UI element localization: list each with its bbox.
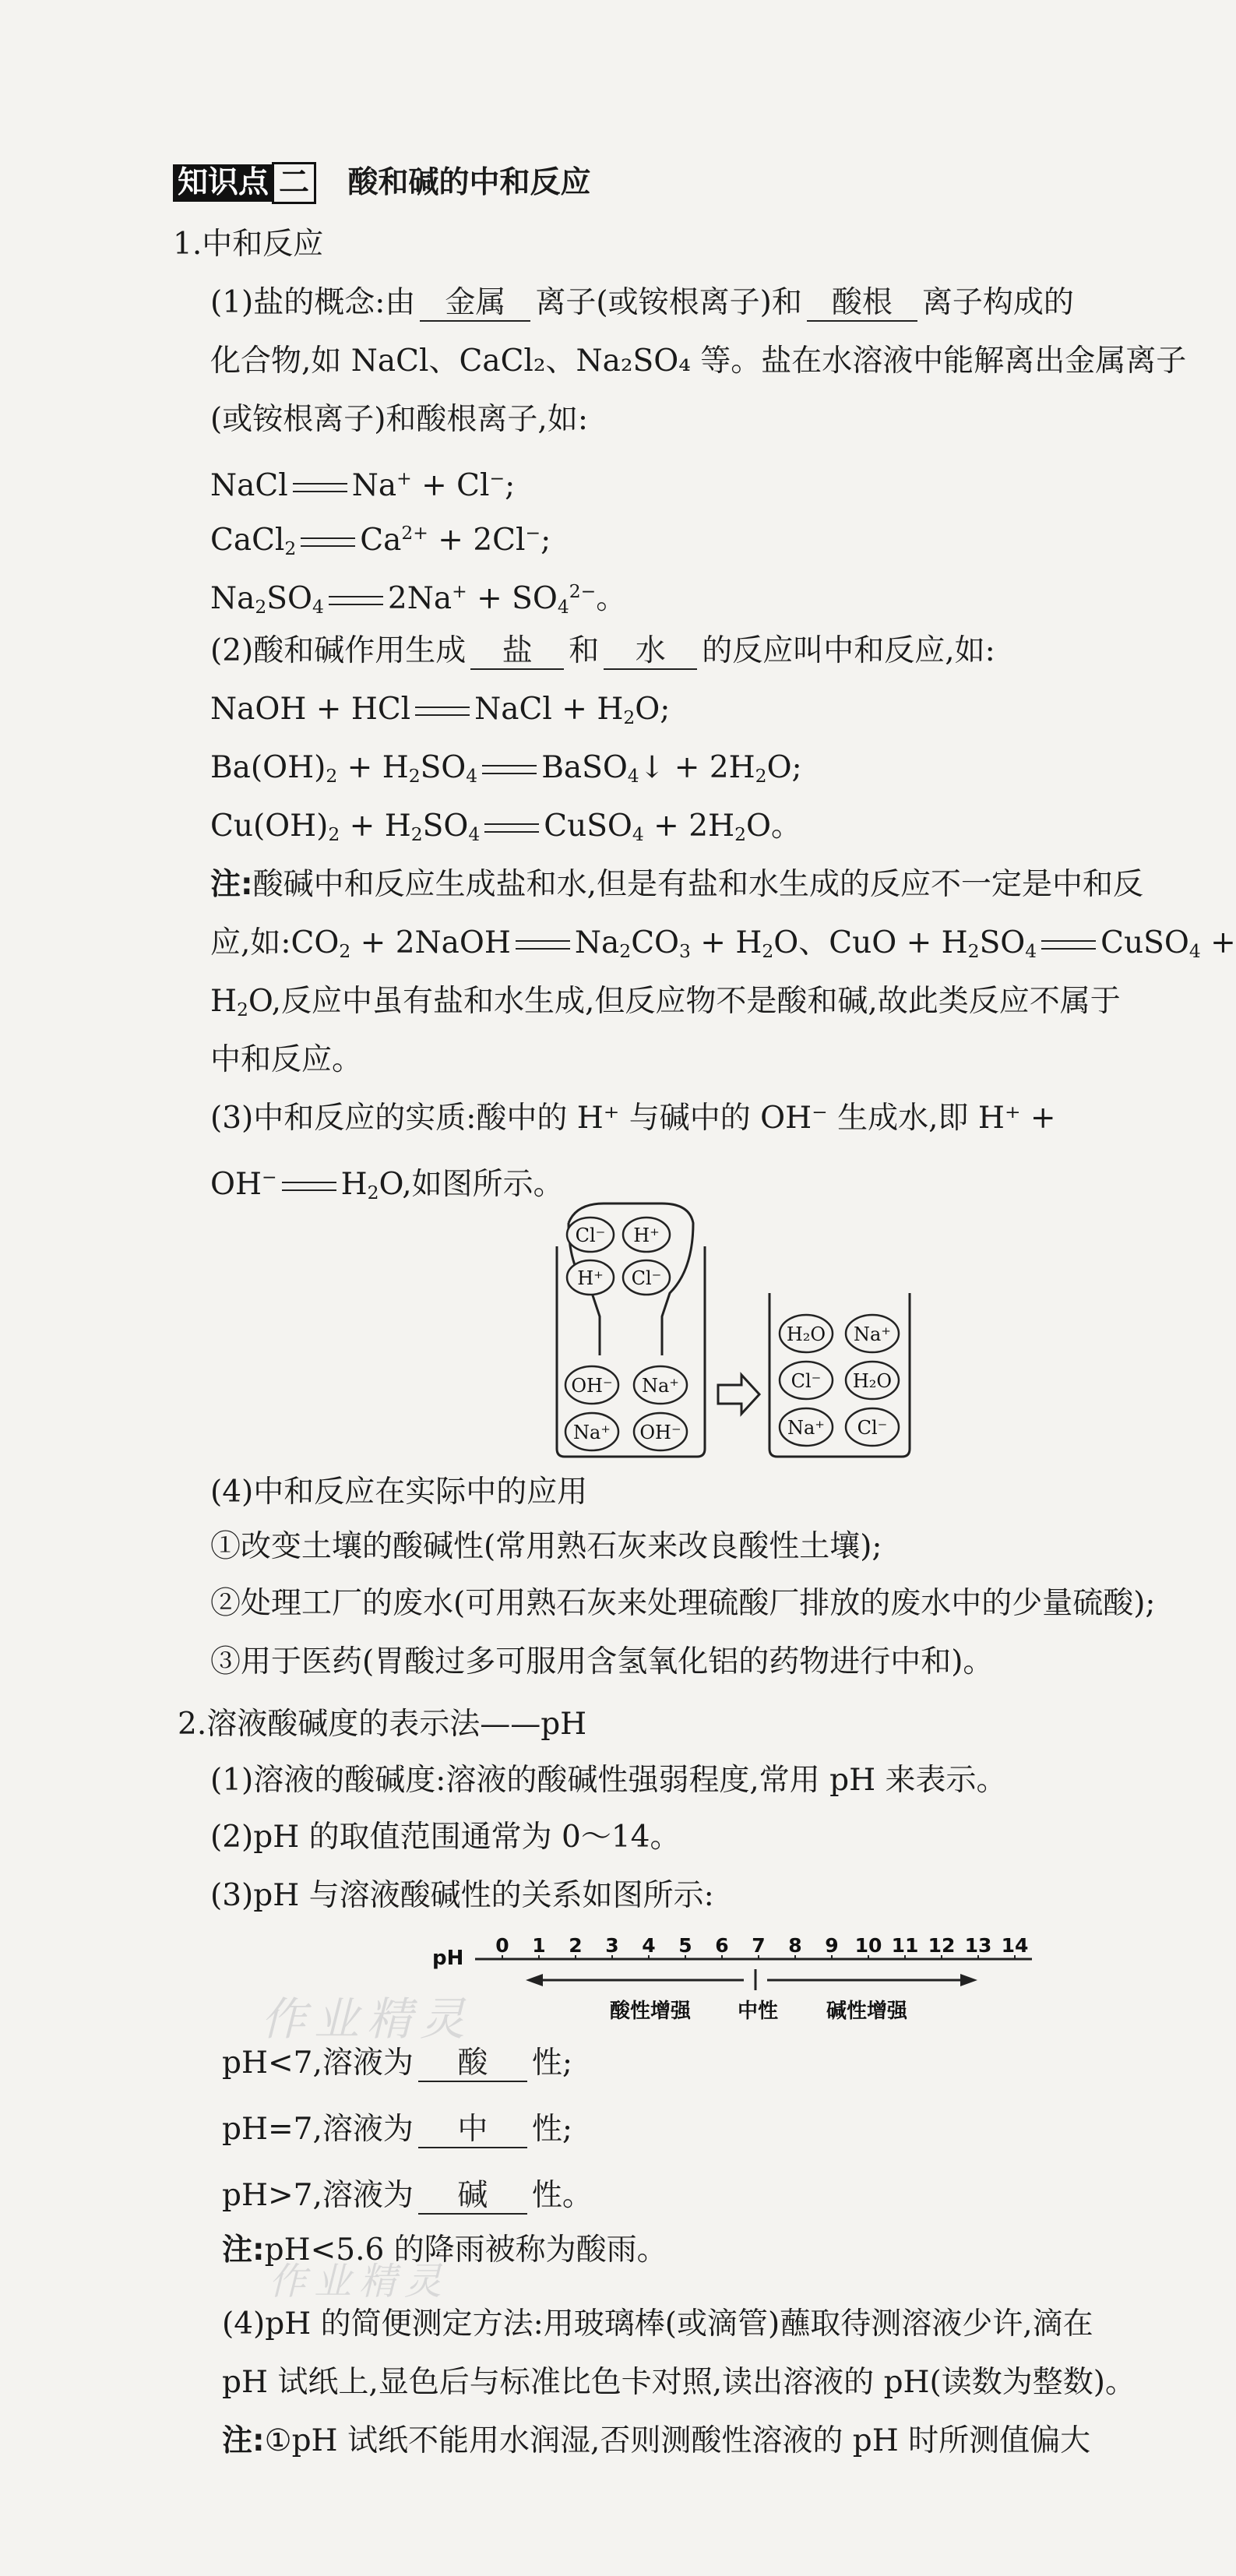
ph-method-line2: pH 试纸上,显色后与标准比色卡对照,读出溶液的 pH(读数为整数)。 <box>222 2365 1136 2400</box>
text: 的反应叫中和反应,如: <box>702 633 995 668</box>
equation-cuoh2: $Cu(OH)_2 + H_2SO_4$ CuSO$_4$ + $2H_2O$。 <box>210 809 801 845</box>
heading-ph: 2.溶液酸碱度的表示法——pH <box>178 1707 587 1742</box>
text: pH<5.6 的降雨被称为酸雨。 <box>264 2232 667 2268</box>
blank-metal: 金属 <box>420 286 530 322</box>
ph-tick-label: 7 <box>752 1934 766 1957</box>
ph-tick-label: 13 <box>964 1934 992 1957</box>
ph-tick-label: 9 <box>825 1934 839 1957</box>
text: 性; <box>531 2112 573 2147</box>
ph-tick-label: 10 <box>854 1934 882 1957</box>
ph-tick-label: 1 <box>532 1934 546 1957</box>
ion-label: Cl⁻ <box>857 1417 888 1439</box>
essence-line1: (3)中和反应的实质:酸中的 H⁺ 与碱中的 OH⁻ 生成水,即 H⁺ + <box>210 1101 1056 1136</box>
ph-tick-label: 3 <box>605 1934 619 1957</box>
note-label: 注: <box>210 867 253 902</box>
ph-tick-label: 4 <box>642 1934 656 1957</box>
ph-p2: (2)pH 的取值范围通常为 0～14。 <box>210 1820 681 1855</box>
blank-salt: 盐 <box>470 634 564 670</box>
base-label: 碱性增强 <box>826 2000 908 2023</box>
ph-greater-7 <box>222 2177 593 2215</box>
ion-label: H⁺ <box>633 1225 660 1246</box>
ph-p1: (1)溶液的酸碱度:溶液的酸碱性强弱程度,常用 pH 来表示。 <box>210 1763 1007 1798</box>
equation-nacl: NaCl Na+ + Cl−; <box>210 467 516 504</box>
equation-naoh-hcl: NaOH + HCl NaCl + $H_2O$; <box>210 692 671 728</box>
application-2: ②处理工厂的废水(可用熟石灰来处理硫酸厂排放的废水中的少量硫酸); <box>210 1586 1156 1621</box>
equation-cacl2: CaCl$_2$ $Ca^{2+} + 2Cl^-$; <box>210 522 551 559</box>
ph-paper-note <box>222 2423 1090 2460</box>
section-number: 二 <box>272 162 316 204</box>
ph-tick-label: 8 <box>788 1934 802 1957</box>
ion-label: Na⁺ <box>854 1323 891 1345</box>
text: 离子(或铵根离子)和 <box>535 285 802 320</box>
note-line4: 中和反应。 <box>210 1042 363 1077</box>
ph-tick-label: 0 <box>495 1934 509 1957</box>
ph-tick-label: 14 <box>1001 1934 1029 1957</box>
blank-neutral: 中 <box>418 2113 527 2148</box>
ion-label: Cl⁻ <box>631 1267 662 1289</box>
blank-basic: 碱 <box>418 2179 527 2215</box>
section-tag: 知识点 <box>173 164 273 202</box>
text: 酸碱中和反应生成盐和水,但是有盐和水生成的反应不一定是中和反 <box>252 867 1144 902</box>
application-1: ①改变土壤的酸碱性(常用熟石灰来改良酸性土壤); <box>210 1529 882 1564</box>
ion-label: H₂O <box>786 1323 826 1345</box>
ph-scale-label: pH <box>432 1947 464 1970</box>
ion-label: H₂O <box>852 1370 893 1392</box>
section-header <box>173 162 590 204</box>
blank-acid-radical: 酸根 <box>807 286 917 322</box>
watermark: 作业精灵 <box>261 1993 474 2046</box>
applications-heading: (4)中和反应在实际中的应用 <box>210 1475 588 1510</box>
text: 性。 <box>531 2178 593 2213</box>
equation-baoh2: $Ba(OH)_2 + H_2SO_4$ BaSO$_4$↓ + $2H_2O$; <box>210 750 802 787</box>
neutralization-definition <box>210 633 995 670</box>
essence-line2: OH− $H_2O$,如图所示。 <box>210 1166 564 1203</box>
blank-water: 水 <box>604 634 697 670</box>
blank-acidic: 酸 <box>418 2046 527 2082</box>
ph-less-7 <box>222 2045 572 2082</box>
text: ①pH 试纸不能用水润湿,否则测酸性溶液的 pH 时所测值偏大 <box>264 2423 1091 2458</box>
ph-p3: (3)pH 与溶液酸碱性的关系如图所示: <box>210 1878 714 1913</box>
ph-tick-label: 2 <box>569 1934 583 1957</box>
text: 和 <box>569 633 600 668</box>
text: (2)酸和碱作用生成 <box>210 633 467 668</box>
ion-label: Na⁺ <box>573 1422 611 1443</box>
ph-tick-label: 12 <box>928 1934 956 1957</box>
ion-label: Cl⁻ <box>791 1370 822 1392</box>
salt-definition-line1 <box>210 284 1074 322</box>
ph-tick-label: 6 <box>715 1934 729 1957</box>
neutralization-diagram <box>545 1200 919 1464</box>
ph-method-line1: (4)pH 的简便测定方法:用玻璃棒(或滴管)蘸取待测溶液少许,滴在 <box>222 2306 1093 2342</box>
application-3: ③用于医药(胃酸过多可服用含氢氧化铝的药物进行中和)。 <box>210 1644 994 1679</box>
ion-label: OH⁻ <box>639 1422 681 1443</box>
text: O,如图所示。 <box>379 1167 564 1203</box>
note-line2: 应,如$:CO_2$ + 2NaOH $Na_2CO_3 + H_2O$、CuO + $H_2SO_4$ CuSO$_4$ + <box>210 925 1236 962</box>
ion-label: OH⁻ <box>571 1375 613 1397</box>
acid-label: 酸性增强 <box>609 2000 692 2023</box>
ph-tick-label: 5 <box>678 1934 692 1957</box>
equation-na2so4: $Na_2SO_4$ $2Na^+ + SO_4^{2-}$。 <box>210 580 627 618</box>
text: pH=7,溶液为 <box>222 2112 414 2147</box>
note-label: 注: <box>222 2232 265 2268</box>
text: pH>7,溶液为 <box>222 2178 414 2213</box>
ph-scale <box>432 1924 1040 2025</box>
ion-label: Na⁺ <box>642 1375 679 1397</box>
ion-label: Na⁺ <box>787 1417 825 1439</box>
text: (1)盐的概念:由 <box>210 285 416 320</box>
text: O,反应中虽有盐和水生成,但反应物不是酸和碱,故此类反应不属于 <box>248 984 1121 1019</box>
salt-definition-line2: 化合物,如 NaCl、CaCl₂、Na₂SO₄ 等。盐在水溶液中能解离出金属离子 <box>210 344 1187 379</box>
watermark: 作业精灵 <box>269 2260 450 2303</box>
text: pH<7,溶液为 <box>222 2046 414 2081</box>
heading-neutralization: 1.中和反应 <box>173 227 324 262</box>
section-title: 酸和碱的中和反应 <box>347 165 591 200</box>
note-label: 注: <box>222 2423 265 2458</box>
text: 性; <box>531 2046 573 2081</box>
note-line1 <box>210 866 1143 904</box>
salt-definition-line3: (或铵根离子)和酸根离子,如: <box>210 402 588 437</box>
ph-tick-label: 11 <box>891 1934 919 1957</box>
ion-label: H⁺ <box>577 1267 604 1289</box>
text: 离子构成的 <box>921 285 1074 320</box>
note-line3: $H_2O$,反应中虽有盐和水生成,但反应物不是酸和碱,故此类反应不属于 <box>210 984 1121 1020</box>
neutral-label: 中性 <box>737 2000 779 2023</box>
text: 应,如:CO <box>210 925 340 960</box>
ion-label: Cl⁻ <box>575 1225 606 1246</box>
ph-equal-7 <box>222 2111 572 2148</box>
